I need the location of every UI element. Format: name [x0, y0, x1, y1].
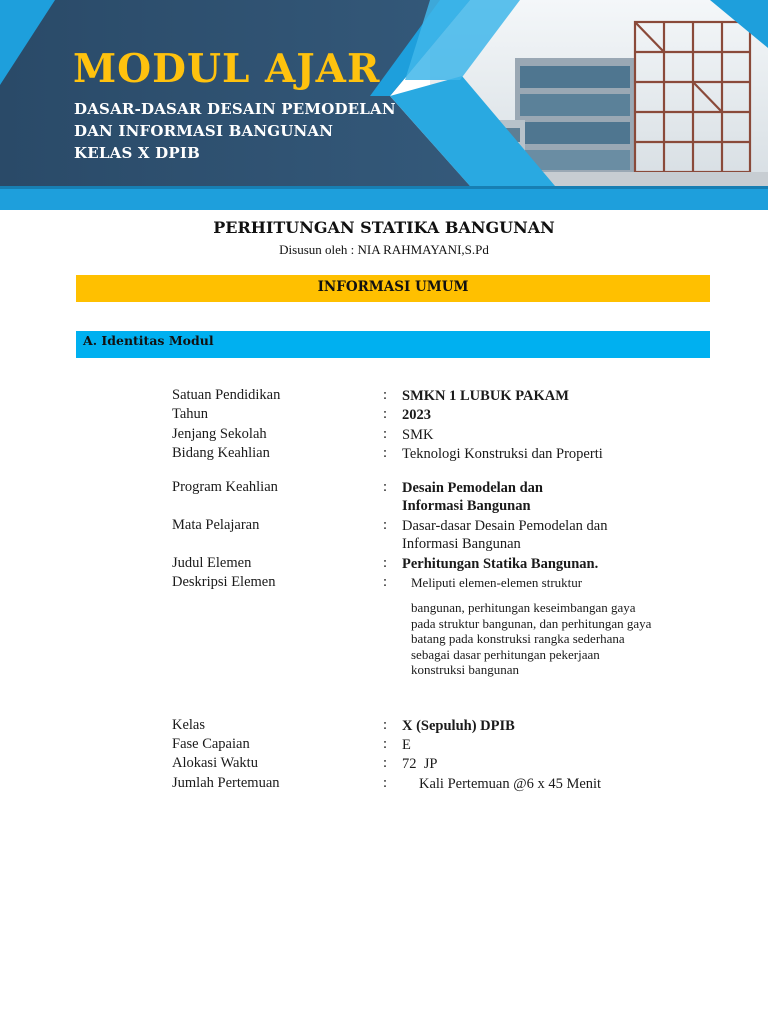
row-value-line: Informasi Bangunan — [402, 536, 521, 552]
section-general-info: INFORMASI UMUM — [76, 275, 710, 302]
document-author: Disusun oleh : NIA RAHMAYANI,S.Pd — [279, 242, 489, 257]
row-label: Fase Capaian — [172, 736, 250, 752]
row-separator: : — [383, 717, 388, 733]
row-label: Program Keahlian — [172, 479, 278, 495]
row-value-line: Informasi Bangunan — [402, 498, 531, 514]
row-value: Meliputi elemen-elemen struktur — [411, 575, 583, 590]
row-value: SMK — [402, 427, 434, 443]
document-title: PERHITUNGAN STATIKA BANGUNAN — [213, 218, 555, 237]
banner-subtitle-line: DAN INFORMASI BANGUNAN — [74, 122, 334, 140]
banner-title: MODUL AJAR — [73, 46, 381, 92]
row-value — [402, 517, 607, 553]
row-label: Mata Pelajaran — [172, 517, 260, 533]
banner-subtitle-line: DASAR-DASAR DESAIN PEMODELAN — [74, 100, 396, 118]
row-label: Alokasi Waktu — [172, 755, 258, 771]
row-label: Deskripsi Elemen — [172, 574, 276, 590]
row-label: Jenjang Sekolah — [172, 426, 267, 442]
row-label: Tahun — [172, 406, 209, 422]
row-value: Perhitungan Statika Bangunan. — [402, 556, 599, 572]
section-identity-label: A. Identitas Modul — [83, 333, 214, 348]
row-separator: : — [383, 574, 388, 590]
description-line: batang pada konstruksi rangka sederhana — [411, 631, 625, 646]
row-separator: : — [383, 775, 388, 791]
row-separator: : — [383, 479, 388, 495]
row-label: Jumlah Pertemuan — [172, 775, 280, 791]
row-value: X (Sepuluh) DPIB — [402, 718, 515, 734]
description-line: konstruksi bangunan — [411, 662, 519, 677]
row-value — [402, 479, 543, 515]
description-line: sebagai dasar perhitungan pekerjaan — [411, 646, 600, 662]
row-label: Bidang Keahlian — [172, 445, 270, 461]
row-value-line: Dasar-dasar Desain Pemodelan dan — [402, 518, 608, 534]
row-separator: : — [383, 387, 388, 403]
row-label: Judul Elemen — [172, 555, 252, 571]
description-continuation — [411, 600, 711, 678]
row-separator: : — [383, 517, 388, 533]
row-separator: : — [383, 555, 388, 571]
row-value: E — [402, 737, 411, 753]
row-separator: : — [383, 426, 388, 442]
row-value-line: Desain Pemodelan dan — [402, 480, 543, 496]
row-value: Kali Pertemuan @6 x 45 Menit — [419, 776, 602, 792]
row-separator: : — [383, 736, 388, 752]
row-separator: : — [383, 406, 388, 422]
description-line: bangunan, perhitungan keseimbangan gaya — [411, 600, 636, 615]
row-label: Kelas — [172, 717, 206, 733]
row-value: SMKN 1 LUBUK PAKAM — [402, 388, 569, 404]
description-line: pada struktur bangunan, dan perhitungan gaya — [411, 615, 652, 631]
row-separator: : — [383, 445, 388, 461]
banner-subtitle-line: KELAS X DPIB — [74, 144, 200, 162]
row-value: 2023 — [402, 407, 431, 423]
row-value: 72 JP — [402, 756, 438, 772]
header-banner — [0, 0, 768, 210]
row-label: Satuan Pendidikan — [172, 387, 281, 403]
section-identity — [76, 331, 710, 358]
banner-subtitle — [74, 98, 396, 164]
row-value: Teknologi Konstruksi dan Properti — [402, 446, 603, 462]
row-separator: : — [383, 755, 388, 771]
